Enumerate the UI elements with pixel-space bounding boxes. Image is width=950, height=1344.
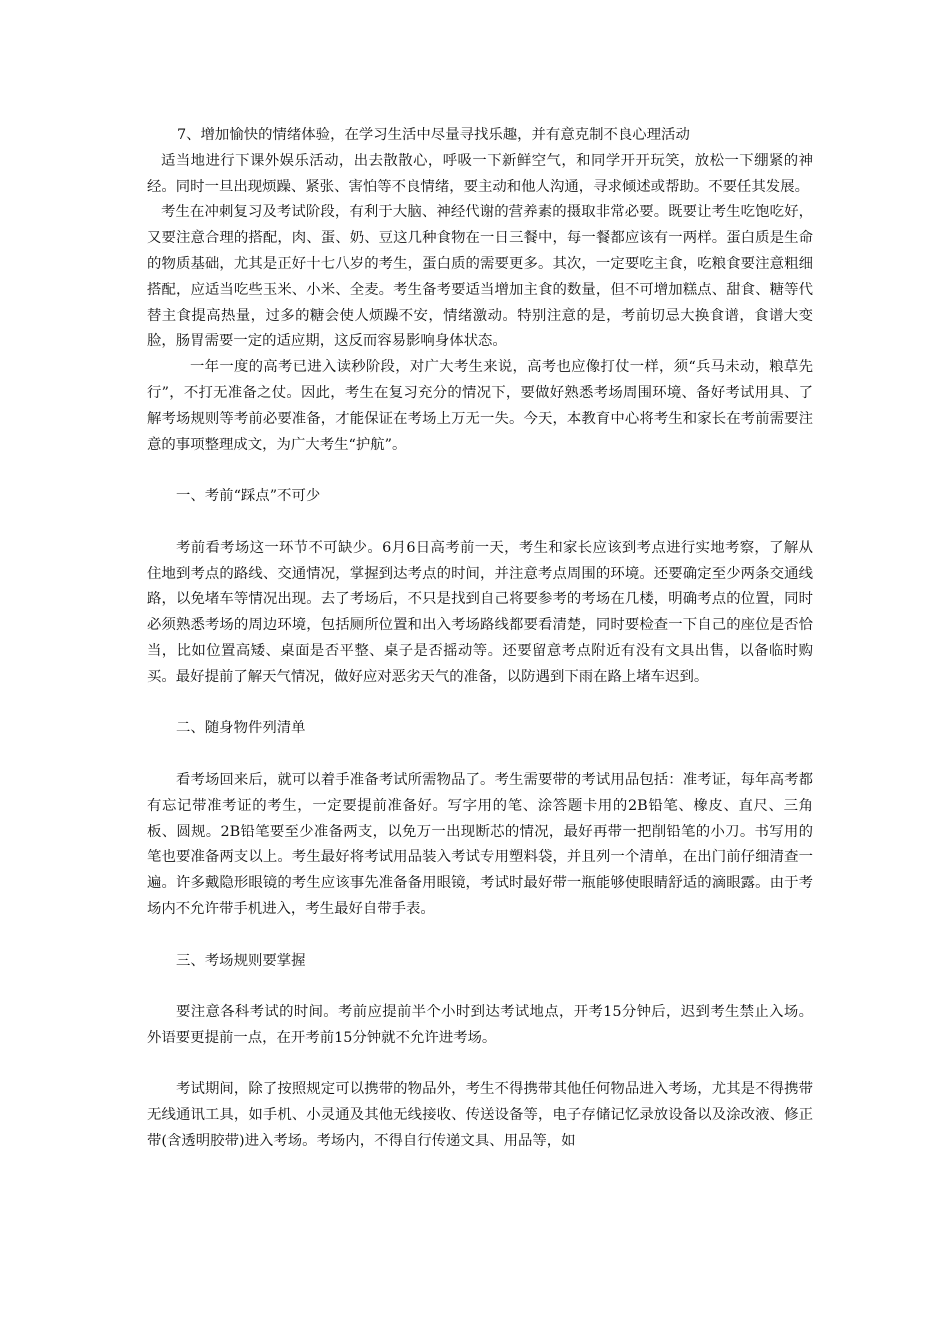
section2-body: 看考场回来后，就可以着手准备考试所需物品了。考生需要带的考试用品包括：准考证，每年高考都有忘记带准考证的考生，一定要提前准备好。写字用的笔、涂答题卡用的2B铅笔、橡皮、直尺、三角板、圆规。2B铅笔要至少准备两支，以免万一出现断芯的情况，最好再带一把削铅笔的小刀。书写用的笔也要准备两支以上。考生最好将考试用品装入考试专用塑料袋，并且列一个清单，在出门前仔细清查一遍。许多戴隐形眼镜的考生应该事先准备备用眼镜，考试时最好带一瓶能够使眼睛舒适的滴眼露。由于考场内不允许带手机进入，考生最好自带手表。 (147, 771, 813, 917)
nutrition-paragraph: 考生在冲刺复习及考试阶段，有利于大脑、神经代谢的营养素的摄取非常必要。既要让考生吃饱吃好，又要注意合理的搭配，肉、蛋、奶、豆这几种食物在一日三餐中，每一餐都应该有一两样。蛋白质是生命的物质基础，尤其是正好十七八岁的考生，蛋白质的需要更多。其次，一定要吃主食，吃粮食要注意粗细搭配，应适当吃些玉米、小米、全麦。考生备考要适当增加主食的数量，但不可增加糕点、甜食、糖等代替主食提高热量，过多的糖会使人烦躁不安，情绪激动。特别注意的是，考前切忌大换食谱，食谱大变脸，肠胃需要一定的适应期，这反而容易影响身体状态。 (147, 204, 813, 350)
paragraph-gap (147, 923, 813, 949)
paragraph-gap (147, 510, 813, 536)
section1-heading: 一、考前“踩点”不可少 (176, 488, 321, 505)
paragraph-gap (147, 742, 813, 768)
section2-heading: 二、随身物件列清单 (176, 720, 306, 737)
paragraph-gap (147, 691, 813, 717)
intro-paragraph: 一年一度的高考已进入读秒阶段，对广大考生来说，高考也应像打仗一样，须“兵马未动，粮草先行”，不打无准备之仗。因此，考生在复习充分的情况下，要做好熟悉考场周围环境、备好考试用具、了解考场规则等考前必要准备，才能保证在考场上万无一失。今天，本教育中心将考生和家长在考前需要注意的事项整理成文，为广大考生“护航”。 (147, 359, 813, 453)
paragraph-gap (147, 1052, 813, 1078)
section3-heading: 三、考场规则要掌握 (176, 952, 306, 969)
item7-title: 7、增加愉快的情绪体验，在学习生活中尽量寻找乐趣，并有意克制不良心理活动 (177, 127, 690, 143)
document-body (147, 123, 813, 1155)
section1-body: 考前看考场这一环节不可缺少。6月6日高考前一天，考生和家长应该到考点进行实地考察，了解从住地到考点的路线、交通情况，掌握到达考点的时间，并注意考点周围的环境。还要确定至少两条交通线路，以免堵车等情况出现。去了考场后，不只是找到自己将要参考的考场在几楼，明确考点的位置，同时必须熟悉考场的周边环境，包括厕所位置和出入考场路线都要看清楚，同时要检查一下自己的座位是否恰当，比如位置高矮、桌面是否平整、桌子是否摇动等。还要留意考点附近有没有文具出售，以备临时购买。最好提前了解天气情况，做好应对恶劣天气的准备，以防遇到下雨在路上堵车迟到。 (147, 539, 813, 685)
section3-body-timing: 要注意各科考试的时间。考前应提前半个小时到达考试地点，开考15分钟后，迟到考生禁止入场。外语要更提前一点，在开考前15分钟就不允许进考场。 (147, 1004, 813, 1046)
paragraph-gap (147, 974, 813, 1000)
paragraph-gap (147, 458, 813, 484)
item7-body: 适当地进行下课外娱乐活动，出去散散心，呼吸一下新鲜空气，和同学开开玩笑，放松一下绷紧的神经。同时一旦出现烦躁、紧张、害怕等不良情绪，要主动和他人沟通，寻求倾述或帮助。不要任其发展。 (147, 152, 813, 195)
section3-body-items: 考试期间，除了按照规定可以携带的物品外，考生不得携带其他任何物品进入考场，尤其是不得携带无线通讯工具，如手机、小灵通及其他无线接收、传送设备等，电子存储记忆录放设备以及涂改液、修正带(含透明胶带)进入考场。考场内，不得自行传递文具、用品等，如 (147, 1081, 813, 1150)
